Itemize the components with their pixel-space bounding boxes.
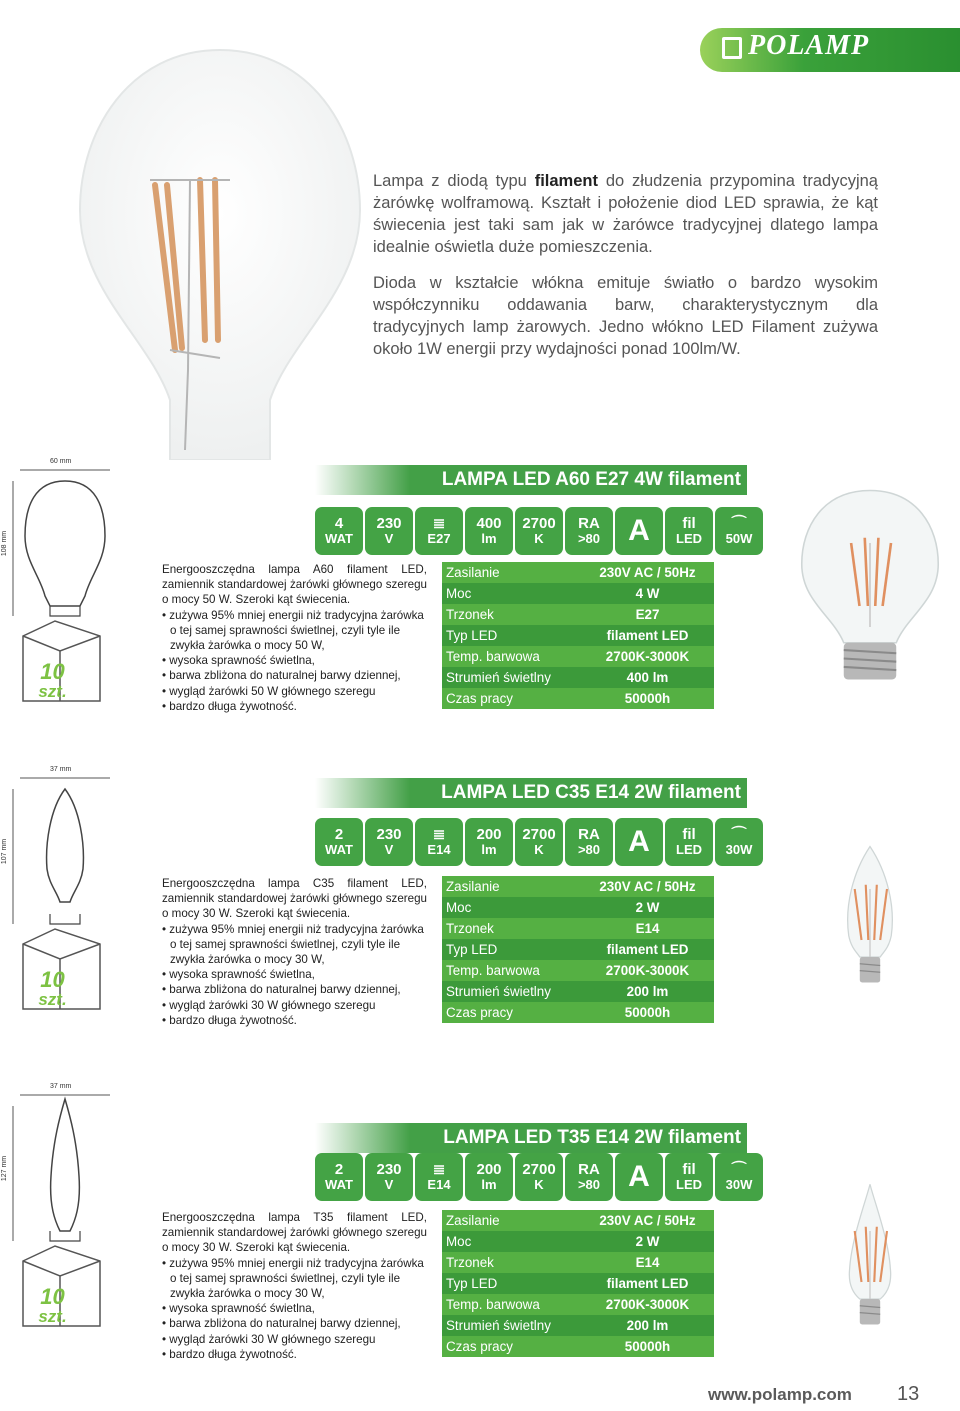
voltage-icon: 230 V	[365, 507, 413, 555]
spec-value: 50000h	[624, 691, 671, 706]
spec-label: Moc	[446, 1234, 472, 1249]
spec-label: Trzonek	[446, 1255, 494, 1270]
spec-label: Strumień świetlny	[446, 1318, 551, 1333]
spec-value: 2700K-3000K	[605, 649, 690, 664]
spec-label: Temp. barwowa	[446, 1297, 540, 1312]
feature-list	[162, 1256, 427, 1362]
product-description	[162, 1210, 427, 1362]
spec-value: filament LED	[606, 628, 689, 643]
brand-logo: POLAMP	[748, 30, 870, 61]
spec-label: Zasilanie	[446, 565, 500, 580]
product-description	[162, 876, 427, 1028]
spec-row	[442, 960, 714, 981]
width-dimension-label: 37 mm	[50, 766, 72, 773]
count-value: 10	[40, 967, 65, 992]
feature-list	[162, 922, 427, 1028]
spec-value: 200 lm	[626, 984, 669, 999]
spec-row	[442, 562, 714, 583]
cri-icon: RA >80	[565, 818, 613, 866]
kelvin-icon: 2700 K	[515, 818, 563, 866]
energy-class-icon: A	[615, 818, 663, 866]
lumen-icon: 400 lm	[465, 507, 513, 555]
feature-item: • zużywa 95% mniej energii niż tradycyjna żarówka o tej samej sprawności świetlnej, czyli tyle ile zwykła żarówka o mocy 30 W,	[162, 1256, 427, 1302]
power-icon: 4 WAT	[315, 507, 363, 555]
power-icon: 2 WAT	[315, 818, 363, 866]
spec-row	[442, 1210, 714, 1231]
intro-paragraph-2: Dioda w kształcie włókna emituje światło o bardzo wysokim współczynniku oddawania barw, charakterystycznym dla tradycyjnych lamp żarowych. Jedno włókno LED Filament zużywa około 1W energii przy wydajności ponad 100lm/W.	[373, 274, 878, 358]
spec-value: 2700K-3000K	[605, 1297, 690, 1312]
package-count	[25, 1284, 80, 1327]
description-text: Energooszczędna lampa C35 filament LED, zamiennik standardowej żarówki głównego szeregu o mocy 30 W. Szeroki kąt świecenia.	[162, 877, 427, 921]
spec-label: Trzonek	[446, 921, 494, 936]
count-value: 10	[40, 1284, 65, 1309]
spec-row	[442, 981, 714, 1002]
voltage-icon: 230 V	[365, 818, 413, 866]
spec-value: E14	[635, 1255, 660, 1270]
spec-value: 230V AC / 50Hz	[599, 565, 696, 580]
spec-row	[442, 918, 714, 939]
spec-value: 230V AC / 50Hz	[599, 879, 696, 894]
section-title-bar	[315, 465, 747, 495]
spec-row	[442, 876, 714, 897]
square-logo-icon	[722, 37, 742, 59]
lumen-icon: 200 lm	[465, 818, 513, 866]
spec-row	[442, 1336, 714, 1357]
feature-item: • wygląd żarówki 30 W głównego szeregu	[162, 998, 427, 1013]
section-title-bar	[315, 778, 747, 808]
equivalent-power-icon: ⌒ 30W	[715, 1153, 763, 1201]
feature-item: • bardzo długa żywotność.	[162, 699, 427, 714]
section-title-bar	[315, 1123, 747, 1153]
product-photo	[785, 1180, 955, 1350]
product-photo	[785, 838, 955, 1008]
spec-row	[442, 604, 714, 625]
spec-row	[442, 1002, 714, 1023]
feature-item: • bardzo długa żywotność.	[162, 1013, 427, 1028]
filament-led-icon: fil LED	[665, 507, 713, 555]
package-count	[25, 967, 80, 1010]
equivalent-power-icon: ⌒ 50W	[715, 507, 763, 555]
width-dimension-label: 37 mm	[50, 1083, 72, 1090]
spec-label: Typ LED	[446, 1276, 498, 1291]
product-section	[0, 458, 960, 750]
height-dimension-label: 107 mm	[1, 838, 9, 865]
footer-url[interactable]: www.polamp.com	[708, 1385, 852, 1404]
spec-table	[442, 1210, 714, 1357]
spec-value: 50000h	[624, 1339, 671, 1354]
cri-icon: RA >80	[565, 1153, 613, 1201]
feature-item: • wygląd żarówki 50 W głównego szeregu	[162, 684, 427, 699]
feature-item: • zużywa 95% mniej energii niż tradycyjna żarówka o tej samej sprawności świetlnej, czyli tyle ile zwykła żarówka o mocy 50 W,	[162, 608, 427, 654]
product-section	[0, 1083, 960, 1375]
spec-row	[442, 1273, 714, 1294]
spec-row	[442, 1231, 714, 1252]
spec-label: Strumień świetlny	[446, 670, 551, 685]
spec-value: 2 W	[635, 900, 660, 915]
spec-label: Typ LED	[446, 628, 498, 643]
height-dimension-label: 108 mm	[1, 530, 9, 557]
product-description	[162, 562, 427, 714]
spec-row	[442, 897, 714, 918]
feature-item: • wysoka sprawność świetlna,	[162, 653, 427, 668]
spec-label: Strumień świetlny	[446, 984, 551, 999]
spec-value: 4 W	[635, 586, 660, 601]
spec-table	[442, 876, 714, 1023]
count-value: 10	[40, 659, 65, 684]
spec-row	[442, 667, 714, 688]
product-title: LAMPA LED C35 E14 2W filament	[441, 782, 741, 803]
spec-row	[442, 939, 714, 960]
kelvin-icon: 2700 K	[515, 507, 563, 555]
feature-item: • wysoka sprawność świetlna,	[162, 967, 427, 982]
filament-led-icon: fil LED	[665, 1153, 713, 1201]
equivalent-power-icon: ⌒ 30W	[715, 818, 763, 866]
spec-value: 400 lm	[626, 670, 669, 685]
page-number: 13	[897, 1383, 920, 1405]
feature-item: • zużywa 95% mniej energii niż tradycyjna żarówka o tej samej sprawności świetlnej, czyli tyle ile zwykła żarówka o mocy 30 W,	[162, 922, 427, 968]
feature-item: • wysoka sprawność świetlna,	[162, 1301, 427, 1316]
spec-label: Temp. barwowa	[446, 963, 540, 978]
feature-item: • wygląd żarówki 30 W głównego szeregu	[162, 1332, 427, 1347]
spec-label: Zasilanie	[446, 879, 500, 894]
spec-row	[442, 1294, 714, 1315]
spec-label: Czas pracy	[446, 1005, 513, 1020]
product-title: LAMPA LED T35 E14 2W filament	[443, 1127, 741, 1148]
feature-item: • barwa zbliżona do naturalnej barwy dziennej,	[162, 982, 427, 997]
feature-item: • barwa zbliżona do naturalnej barwy dziennej,	[162, 1316, 427, 1331]
spec-value: 2 W	[635, 1234, 660, 1249]
height-dimension-label: 127 mm	[1, 1155, 9, 1182]
kelvin-icon: 2700 K	[515, 1153, 563, 1201]
intro-paragraph-1: Lampa z diodą typu filament do złudzenia przypomina tradycyjną żarówkę wolframową. Kształt i położenie diod LED sprawia, że kąt świecenia jest taki sam jak w żarówce tradycyjnej dlatego lampa idealnie oświetla duże pomieszczenia.	[373, 172, 878, 256]
socket-icon: ≣ E14	[415, 818, 463, 866]
spec-row	[442, 1315, 714, 1336]
spec-row	[442, 625, 714, 646]
feature-list	[162, 608, 427, 714]
count-unit: szt.	[38, 1307, 67, 1326]
feature-item: • bardzo długa żywotność.	[162, 1347, 427, 1362]
spec-label: Moc	[446, 586, 472, 601]
spec-label: Czas pracy	[446, 691, 513, 706]
voltage-icon: 230 V	[365, 1153, 413, 1201]
spec-row	[442, 688, 714, 709]
width-dimension-label: 60 mm	[50, 458, 72, 465]
package-count	[25, 659, 80, 702]
cri-icon: RA >80	[565, 507, 613, 555]
hero-filament-bulb-image	[70, 40, 370, 460]
count-unit: szt.	[38, 682, 67, 701]
spec-value: 200 lm	[626, 1318, 669, 1333]
spec-value: filament LED	[606, 942, 689, 957]
socket-icon: ≣ E27	[415, 507, 463, 555]
product-title: LAMPA LED A60 E27 4W filament	[441, 469, 741, 490]
spec-label: Trzonek	[446, 607, 494, 622]
spec-value: E14	[635, 921, 660, 936]
energy-class-icon: A	[615, 507, 663, 555]
spec-value: 230V AC / 50Hz	[599, 1213, 696, 1228]
product-section	[0, 766, 960, 1058]
spec-row	[442, 646, 714, 667]
spec-value: filament LED	[606, 1276, 689, 1291]
filament-led-icon: fil LED	[665, 818, 713, 866]
description-text: Energooszczędna lampa A60 filament LED, zamiennik standardowej żarówki głównego szeregu o mocy 50 W. Szeroki kąt świecenia.	[162, 563, 427, 607]
description-text: Energooszczędna lampa T35 filament LED, zamiennik standardowej żarówki głównego szeregu o mocy 30 W. Szeroki kąt świecenia.	[162, 1211, 427, 1255]
lumen-icon: 200 lm	[465, 1153, 513, 1201]
spec-table	[442, 562, 714, 709]
spec-label: Temp. barwowa	[446, 649, 540, 664]
spec-label: Typ LED	[446, 942, 498, 957]
spec-row	[442, 583, 714, 604]
spec-label: Czas pracy	[446, 1339, 513, 1354]
spec-value: 50000h	[624, 1005, 671, 1020]
spec-row	[442, 1252, 714, 1273]
power-icon: 2 WAT	[315, 1153, 363, 1201]
energy-class-icon: A	[615, 1153, 663, 1201]
feature-item: • barwa zbliżona do naturalnej barwy dziennej,	[162, 668, 427, 683]
spec-label: Zasilanie	[446, 1213, 500, 1228]
spec-value: 2700K-3000K	[605, 963, 690, 978]
spec-value: E27	[635, 607, 660, 622]
count-unit: szt.	[38, 990, 67, 1009]
product-photo	[785, 480, 955, 690]
spec-label: Moc	[446, 900, 472, 915]
socket-icon: ≣ E14	[415, 1153, 463, 1201]
